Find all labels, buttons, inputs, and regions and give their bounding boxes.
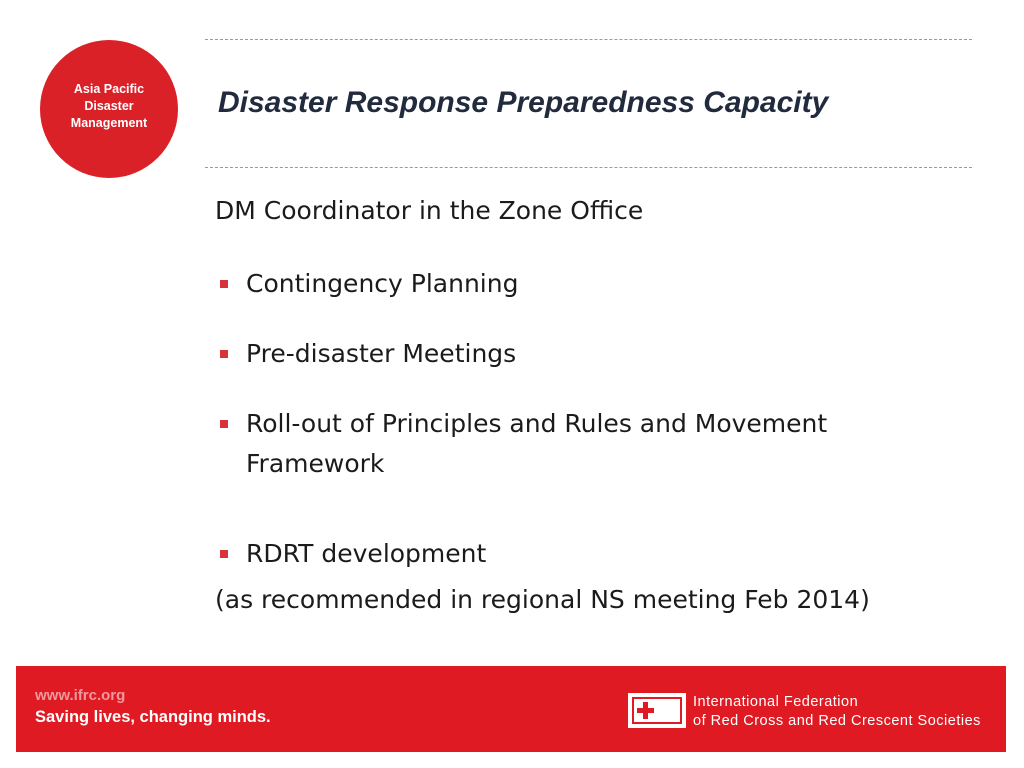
organization-name [693, 693, 981, 731]
red-crescent-icon [659, 702, 668, 719]
bullet-text: Pre-disaster Meetings [246, 339, 517, 368]
title-divider-top [205, 39, 972, 40]
badge-line-1: Asia Pacific [73, 81, 145, 96]
org-line-2: of Red Cross and Red Crescent Societies [693, 713, 981, 729]
logo-frame [632, 697, 682, 724]
square-bullet-icon [220, 280, 228, 288]
badge-line-2: Disaster [84, 98, 134, 113]
badge-text [54, 81, 164, 132]
intro-text: DM Coordinator in the Zone Office [215, 196, 644, 225]
footer-bar [16, 666, 1006, 752]
note-text: (as recommended in regional NS meeting Feb 2014) [215, 585, 870, 614]
asia-pacific-badge [40, 40, 178, 178]
red-cross-icon [634, 699, 680, 722]
title-divider-bottom [205, 167, 972, 168]
square-bullet-icon [220, 350, 228, 358]
badge-line-3: Management [70, 115, 148, 130]
ifrc-logo [628, 693, 686, 728]
footer-slogan: Saving lives, changing minds. [35, 708, 271, 726]
footer-url[interactable]: www.ifrc.org [35, 687, 126, 704]
slide-title: Disaster Response Preparedness Capacity [218, 86, 829, 119]
bullet-text: Contingency Planning [246, 269, 519, 298]
bullet-text: Roll-out of Principles and Rules and Movement Framework [246, 409, 828, 478]
org-line-1: International Federation [693, 694, 859, 710]
bullet-text: RDRT development [246, 539, 487, 568]
square-bullet-icon [220, 420, 228, 428]
square-bullet-icon [220, 550, 228, 558]
